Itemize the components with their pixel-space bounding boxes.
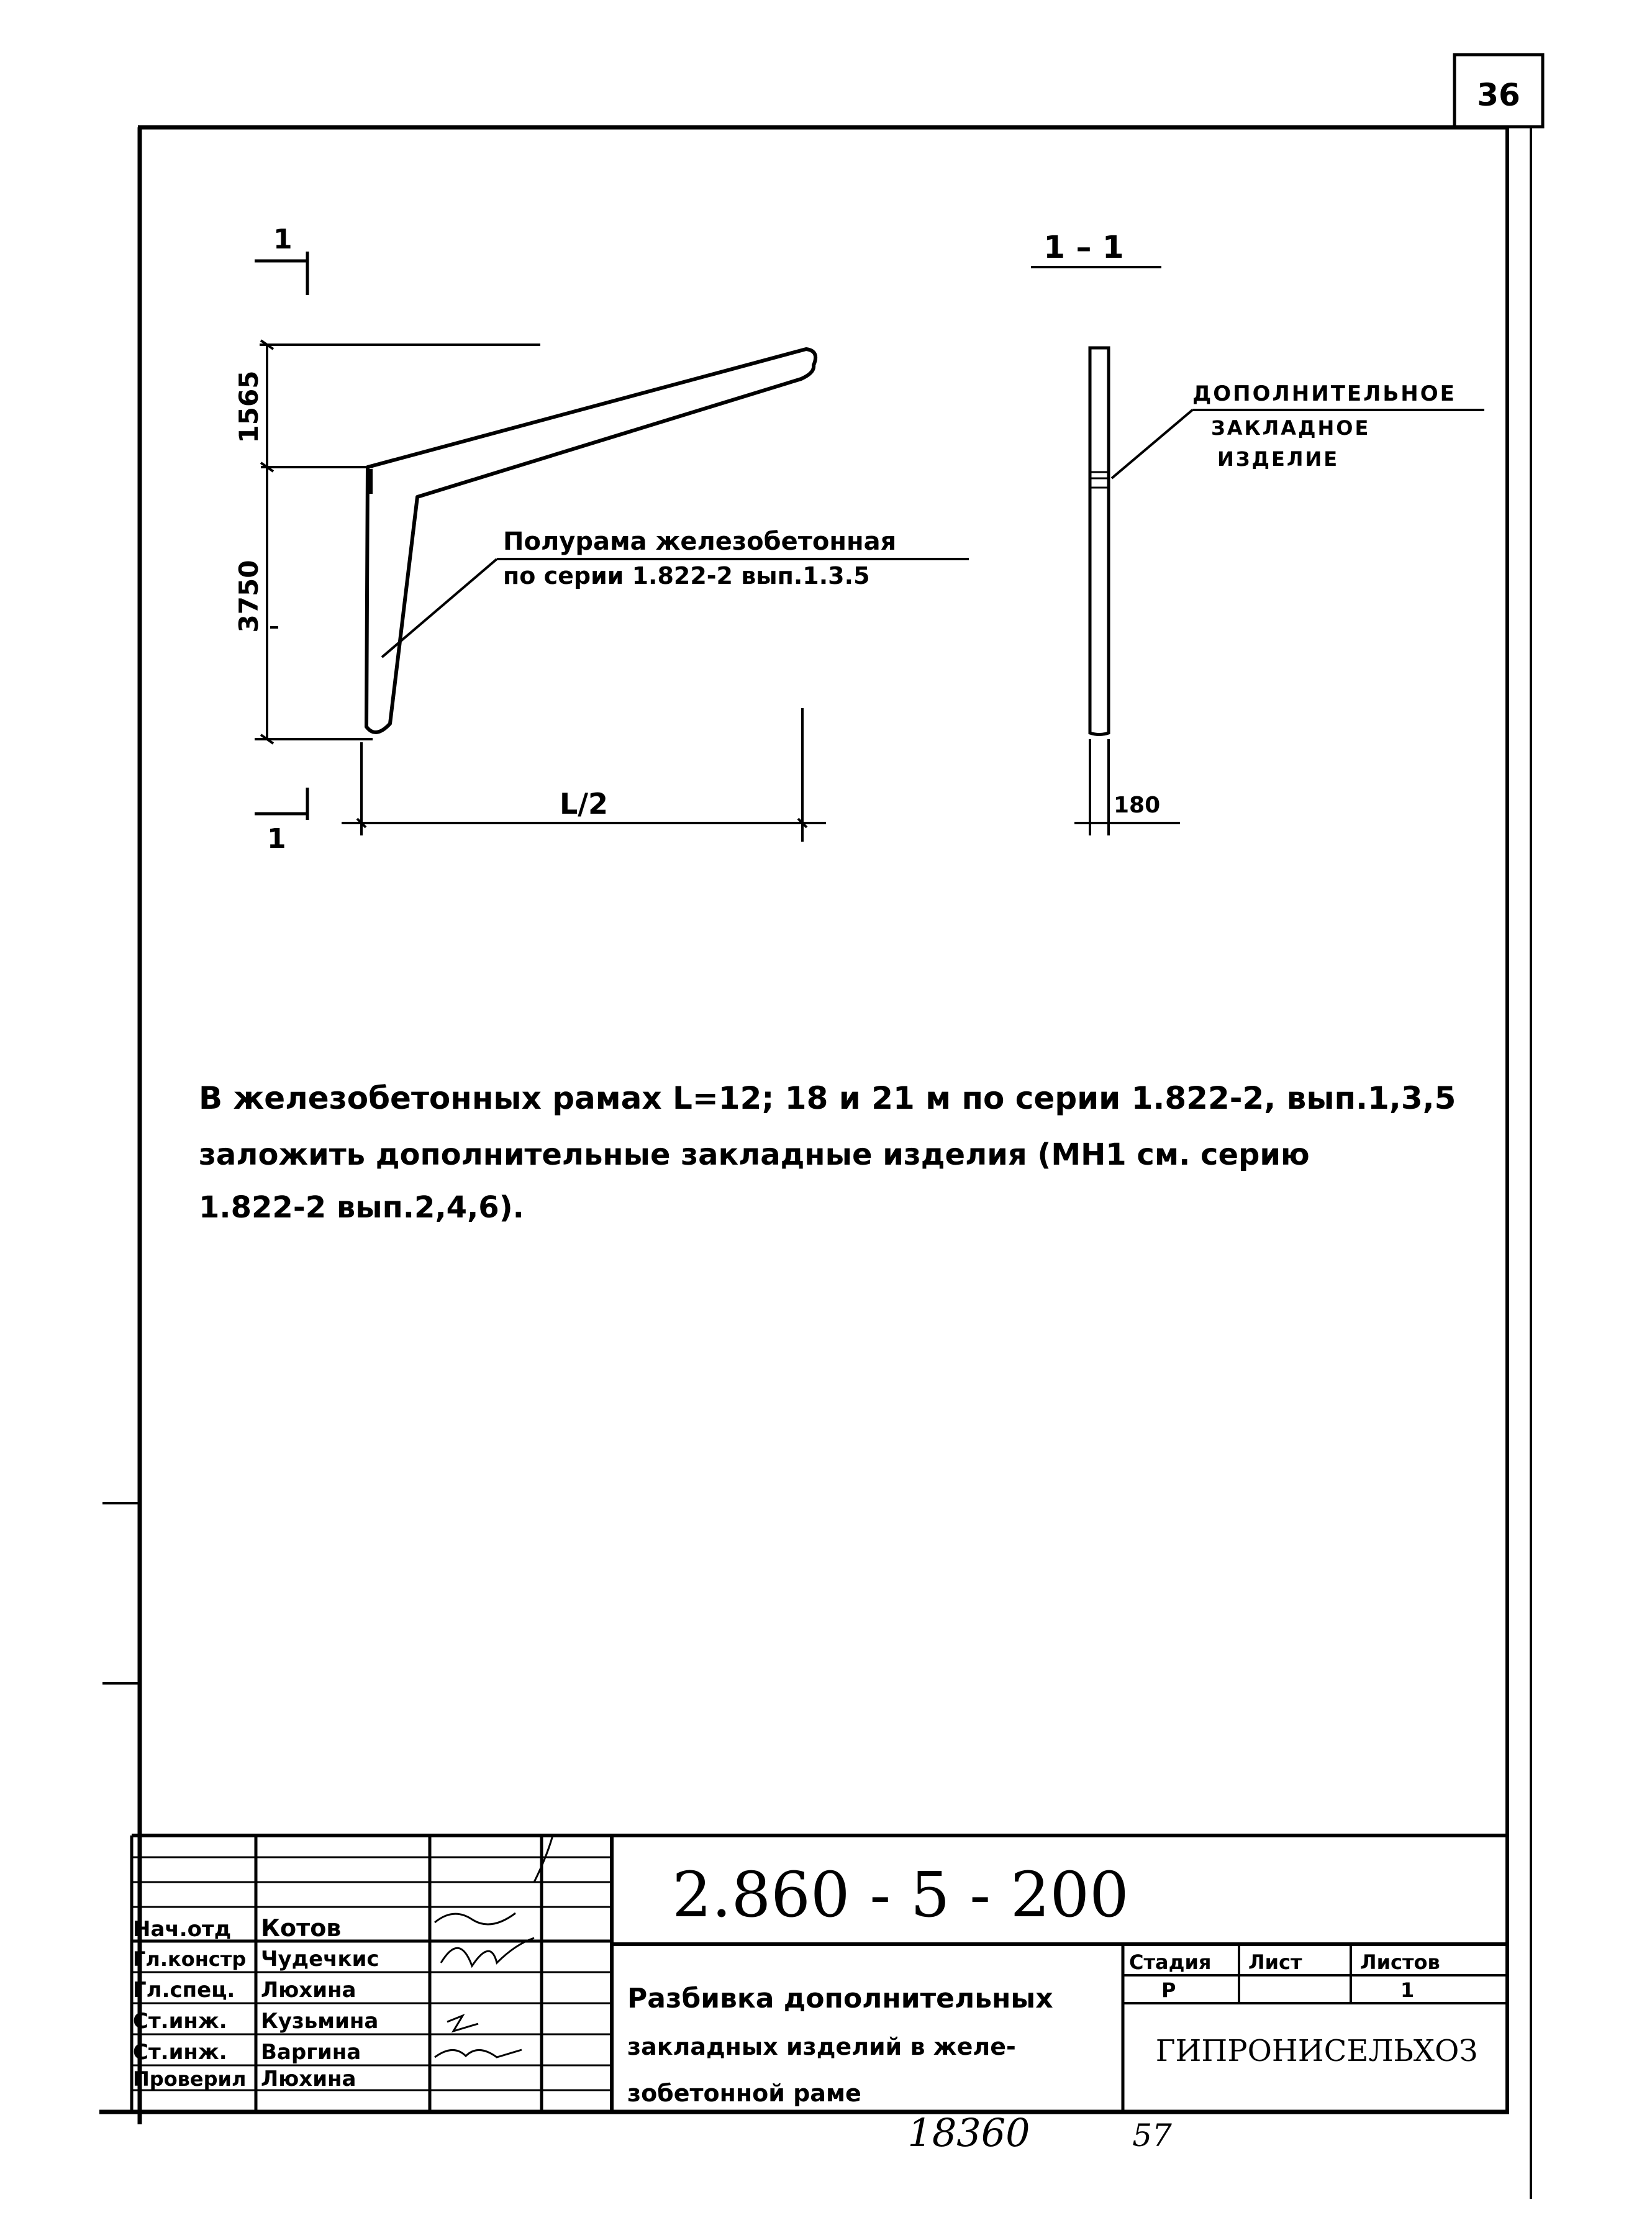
header-sheet: Лист bbox=[1248, 1950, 1302, 1974]
insert-callout-line3: ИЗДЕЛИЕ bbox=[1217, 447, 1340, 471]
personnel-role: Нач.отд bbox=[133, 1917, 232, 1942]
project-code: 2.860 - 5 - 200 bbox=[672, 1858, 1129, 1931]
sheets-value: 1 bbox=[1400, 1978, 1415, 2002]
personnel-name: Варгина bbox=[261, 2040, 361, 2065]
insert-callout-line1: ДОПОЛНИТЕЛЬНОЕ bbox=[1192, 381, 1456, 406]
title-line2: закладных изделий в желе- bbox=[627, 2033, 1016, 2060]
personnel-role: Гл.констр bbox=[133, 1947, 247, 1971]
title-line3: зобетонной раме bbox=[627, 2080, 861, 2107]
personnel-role: Ст.инж. bbox=[133, 2040, 227, 2065]
section-mark-bottom bbox=[255, 788, 307, 820]
width-dimension bbox=[1074, 739, 1180, 835]
signature-scribbles bbox=[435, 1835, 553, 2057]
vertical-dimension bbox=[255, 340, 540, 744]
dimension-span: L/2 bbox=[559, 787, 609, 821]
header-stage: Стадия bbox=[1129, 1950, 1212, 1974]
inventory-number: 18360 bbox=[907, 2110, 1030, 2155]
note-line1: В железобетонных рамах L=12; 18 и 21 м по серии 1.822-2, вып.1,3,5 bbox=[199, 1080, 1456, 1116]
dimension-middle: 3750 bbox=[234, 560, 264, 633]
insert-callout-line2: ЗАКЛАДНОЕ bbox=[1211, 416, 1371, 440]
frame-callout-line1: Полурама железобетонная bbox=[503, 527, 897, 556]
section-mark-bottom-label: 1 bbox=[267, 823, 286, 855]
header-sheets: Листов bbox=[1360, 1950, 1440, 1974]
personnel-name: Чудечкис bbox=[261, 1947, 379, 1972]
personnel-name: Кузьмина bbox=[261, 2009, 379, 2034]
dimension-top: 1565 bbox=[234, 370, 264, 444]
sheet-number: 36 bbox=[1477, 77, 1520, 113]
personnel-role: Ст.инж. bbox=[133, 2009, 227, 2034]
frame-callout-line2: по серии 1.822-2 вып.1.3.5 bbox=[503, 562, 870, 589]
section-mark-top-label: 1 bbox=[273, 224, 293, 255]
title-line1: Разбивка дополнительных bbox=[627, 1983, 1053, 2014]
section-mark-top bbox=[255, 252, 307, 295]
section-title: 1 – 1 bbox=[1043, 229, 1124, 265]
dimension-width: 180 bbox=[1114, 793, 1161, 818]
frame-joint-mark bbox=[366, 469, 373, 494]
personnel-role: Гл.спец. bbox=[133, 1978, 235, 2003]
sheet-number-box bbox=[1455, 55, 1543, 127]
section-view bbox=[1090, 348, 1109, 735]
personnel-role: Проверил bbox=[133, 2067, 247, 2091]
span-dimension bbox=[342, 708, 826, 842]
note-line3: 1.822-2 вып.2,4,6). bbox=[199, 1190, 524, 1225]
stage-value: Р bbox=[1161, 1978, 1176, 2002]
personnel-name: Люхина bbox=[261, 2067, 356, 2091]
personnel-name: Люхина bbox=[261, 1978, 356, 2003]
note-line2: заложить дополнительные закладные изделия (МН1 см. серию bbox=[199, 1137, 1310, 1172]
organization: ГИПРОНИСЕЛЬХОЗ bbox=[1155, 2034, 1478, 2068]
personnel-name: Котов bbox=[261, 1914, 342, 1942]
page-number: 57 bbox=[1132, 2117, 1172, 2154]
